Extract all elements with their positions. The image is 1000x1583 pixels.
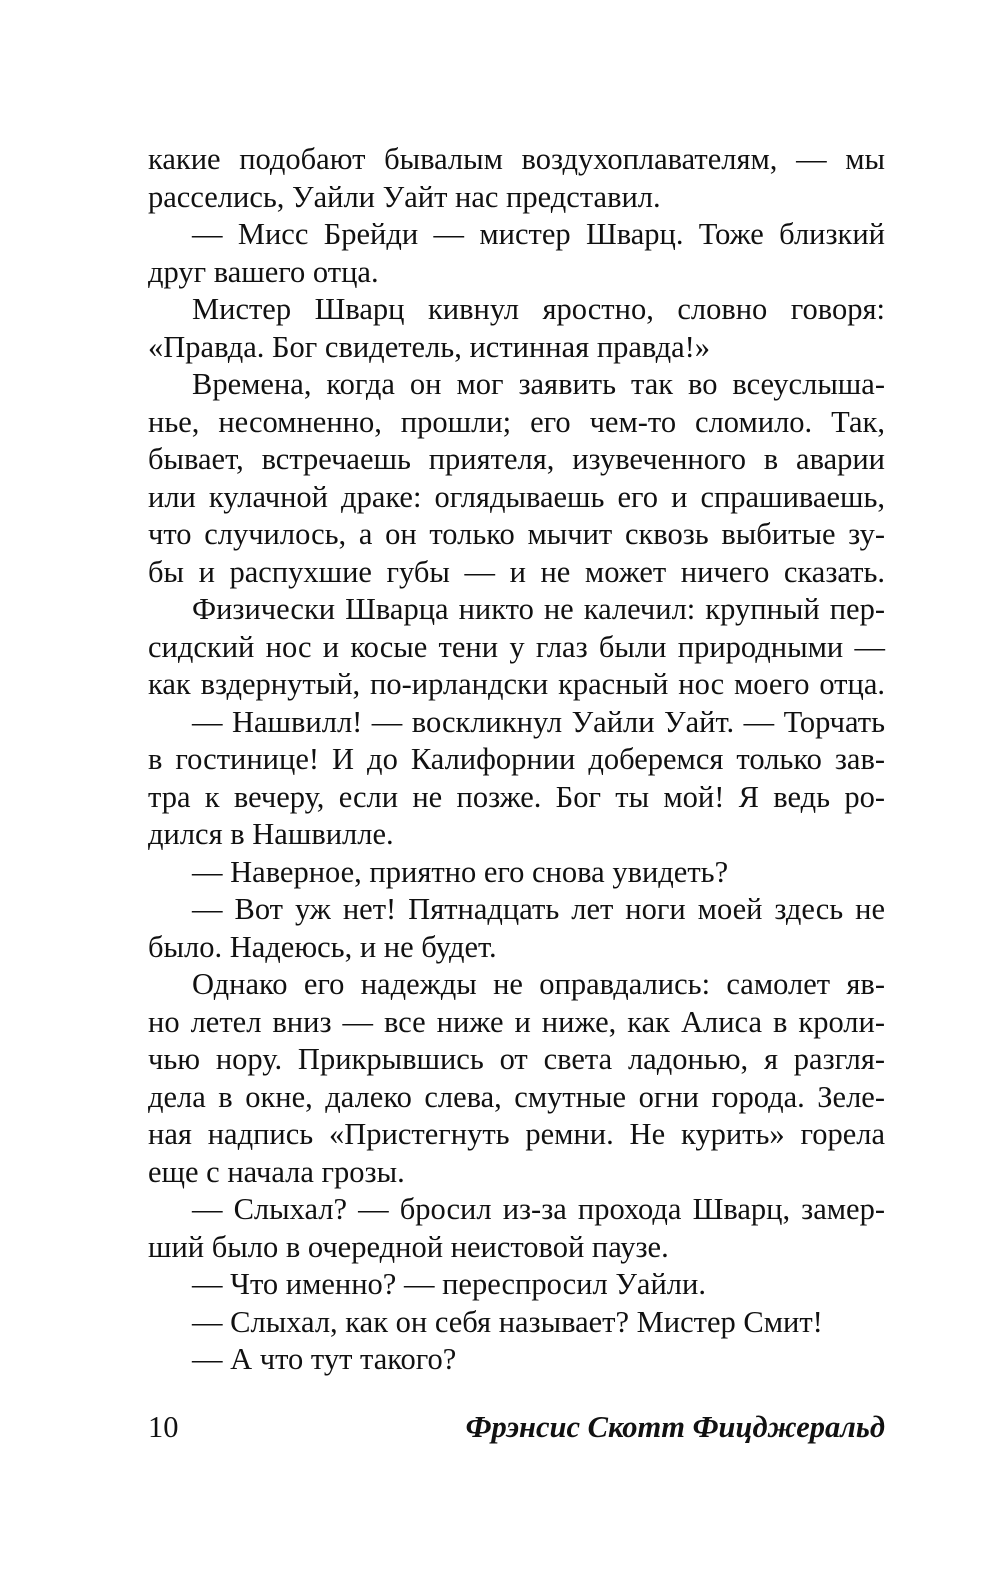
text-line: в гостинице! И до Калифорнии доберемся только зав- [148,742,885,776]
text-line: но летел вниз — все ниже и ниже, как Алиса в кроли- [148,1004,885,1039]
text-line: ная надпись «Пристегнуть ремни. Не курить» горела [148,1117,885,1151]
text-line: что случилось, а он только мычит сквозь выбитые зу- [148,517,885,551]
text-line: — Мисс Брейди — мистер Шварц. Тоже близкий [192,217,885,251]
text-line: — Наверное, приятно его снова увидеть? [192,854,729,889]
body-text [148,141,885,1379]
text-line: ший было в очередной неистовой паузе. [148,1229,669,1264]
text-line: было. Надеюсь, и не будет. [148,929,497,964]
text-line: «Правда. Бог свидетель, истинная правда!» [148,329,711,364]
text-line: Физически Шварца никто не калечил: крупный пер- [192,592,885,626]
text-line: нье, несомненно, прошли; его чем-то сломило. Так, [148,404,885,439]
text-line: — Нашвилл! — воскликнул Уайли Уайт. — Торчать [192,704,885,739]
text-line: расселись, Уайли Уайт нас представил. [148,179,661,214]
text-line: — Слыхал, как он себя называет? Мистер Смит! [192,1304,823,1339]
text-line: бывает, встречаешь приятеля, изувеченного в аварии [148,442,885,476]
text-line: друг вашего отца. [148,254,379,289]
text-line: Времена, когда он мог заявить так во всеуслыша- [192,367,885,401]
text-line: Однако его надежды не оправдались: самолет яв- [192,967,885,1001]
page-footer [148,1407,885,1447]
text-line: — Слыхал? — бросил из-за прохода Шварц, замер- [192,1192,885,1226]
text-line: — А что тут такого? [192,1342,457,1376]
text-line: как вздернутый, по-ирландски красный нос моего отца. [148,667,885,701]
text-line: — Что именно? — переспросил Уайли. [192,1267,706,1301]
text-line: — Вот уж нет! Пятнадцать лет ноги моей здесь не [192,892,885,926]
running-author: Фрэнсис Скотт Фицджеральд [465,1410,885,1444]
text-line: бы и распухшие губы — и не может ничего сказать. [148,554,885,589]
text-line: чью нору. Прикрывшись от света ладонью, я разгля- [148,1042,885,1076]
text-line: какие подобают бывалым воздухоплавателям, — мы [148,142,885,176]
text-line: дела в окне, далеко слева, смутные огни города. Зеле- [148,1079,885,1114]
text-line: сидский нос и косые тени у глаз были природными — [148,629,885,664]
page-number: 10 [148,1410,179,1444]
text-line: или кулачной драке: оглядываешь его и спрашиваешь, [148,479,885,514]
text-line: еще с начала грозы. [148,1154,405,1189]
text-line: тра к вечеру, если не позже. Бог ты мой! Я ведь ро- [148,779,885,814]
text-line: дился в Нашвилле. [148,817,394,851]
text-line: Мистер Шварц кивнул яростно, словно говоря: [192,292,885,326]
